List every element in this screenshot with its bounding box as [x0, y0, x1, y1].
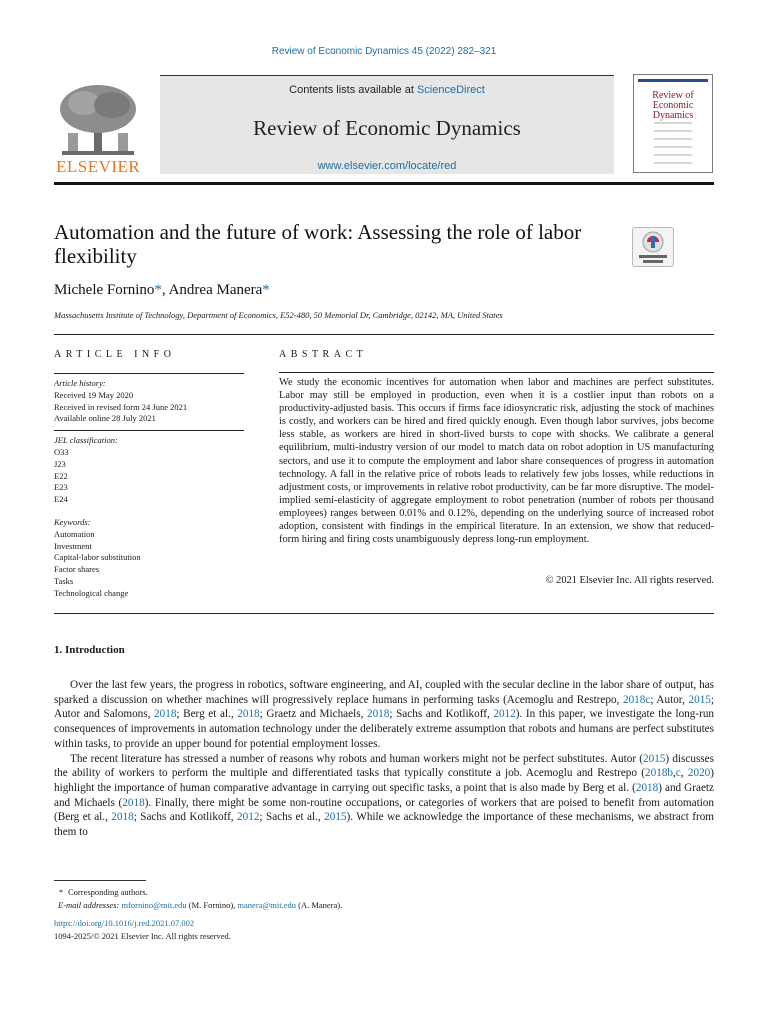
email-label: E-mail addresses: [58, 899, 120, 910]
history-label: Article history: [54, 378, 106, 388]
citation-link[interactable]: c [675, 767, 681, 780]
paragraph-text: , [680, 767, 688, 780]
paragraph-text: ; Autor and Salomons, [54, 693, 714, 721]
journal-citation[interactable]: Review of Economic Dynamics 45 (2022) 282–321 [271, 46, 497, 57]
spacer [54, 506, 244, 517]
section-heading: 1. Introduction [54, 644, 125, 656]
crossmark-icon [633, 228, 673, 266]
divider [54, 613, 714, 614]
author-separator: , [161, 282, 169, 298]
paragraph-text: ) and Graetz and Michaels ( [54, 781, 714, 809]
keyword: Investment [54, 540, 92, 551]
paragraph-text: ; Sachs and Kotlikoff, [389, 708, 494, 721]
jel-code: E23 [54, 482, 68, 493]
citation-link[interactable]: 2012 [493, 708, 516, 721]
keyword: Tasks [54, 575, 74, 586]
jel-code: J23 [54, 458, 66, 469]
paragraph-text: ; Sachs et al., [259, 811, 325, 824]
author-mark[interactable]: * [154, 282, 162, 298]
email-link[interactable]: manera@mit.edu [237, 899, 296, 910]
abstract-copyright: © 2021 Elsevier Inc. All rights reserved. [545, 575, 714, 586]
footnote-mark: * [58, 887, 64, 897]
email-owner: (A. Manera). [295, 899, 343, 910]
paragraph-text: , [673, 767, 676, 780]
email-link[interactable]: mfornino@mit.edu [121, 899, 187, 910]
header-rule [54, 182, 714, 185]
paragraph-text: ). While we acknowledge the importance of these mechanisms, we abstract from them to [54, 811, 714, 839]
citation-link[interactable]: 2020 [687, 767, 711, 780]
issn-line: 1094-2025/© 2021 Elsevier Inc. All rights reserved. [54, 930, 231, 941]
keywords-label: Keywords: [54, 516, 91, 527]
jel-label: JEL classification: [54, 435, 118, 446]
footnote-rule [54, 880, 146, 881]
citation-link[interactable]: 2012 [237, 811, 260, 824]
citation-link[interactable]: 2018 [111, 811, 134, 824]
keyword: Capital-labor substitution [54, 552, 141, 563]
history-item: Received 19 May 2020 [54, 389, 134, 400]
paragraph-text: ). In this paper, we investigate the long-run consequences of improvements in automation technology under the deliberately extreme assumption that robots and humans are perfect substitutes within tasks, to provide an upper bound for potential employment losses. [54, 708, 715, 750]
divider [279, 372, 714, 373]
journal-title: Review of Economic Dynamics [253, 116, 521, 140]
tree-icon [54, 81, 142, 159]
citation-link[interactable]: 2015 [688, 693, 711, 706]
email-owner: (M. Fornino), [186, 899, 238, 910]
footnote-corresponding [54, 886, 342, 899]
citation-link[interactable]: 2018 [635, 781, 659, 794]
divider [54, 334, 714, 335]
paragraph-text: ) highlight the importance of human comparative advantage in carrying out specific tasks, a point that is also made by Berg et al. ( [54, 767, 714, 794]
author-mark[interactable]: * [262, 282, 270, 298]
history-item: Received in revised form 24 June 2021 [54, 401, 188, 412]
keyword: Automation [54, 528, 95, 539]
cover-lines-icon [634, 119, 712, 169]
contents-prefix: Contents lists available at [289, 84, 417, 96]
paragraph-text: The recent literature has stressed a number of reasons why robots and human workers might not be perfect substitutes. Autor ( [70, 752, 644, 765]
paragraph [54, 752, 714, 840]
jel-code: E22 [54, 470, 68, 481]
jel-code: E24 [54, 494, 68, 505]
paragraph-text: ; Graetz and Michaels, [259, 708, 367, 721]
citation-link[interactable]: 2018 [366, 708, 390, 721]
citation-link[interactable]: 2015 [324, 811, 347, 824]
citation-link[interactable]: 2018b [645, 767, 673, 780]
history-item: Available online 28 July 2021 [54, 413, 156, 424]
article-info-heading: ARTICLE INFO [54, 349, 176, 360]
article-info [54, 373, 244, 600]
author-list [54, 282, 270, 299]
paragraph-text: ; Autor, [650, 693, 689, 706]
paragraph-text: Over the last few years, the progress in robotics, software engineering, and AI, coupled with the secular decline in the labor share of output, has sparked a discussion on whether machines will progressively replace humans in performing tasks (Acemoglu and Restrepo, [54, 679, 714, 706]
sciencedirect-link[interactable]: ScienceDirect [416, 84, 485, 96]
citation-link[interactable]: 2018c [622, 693, 651, 706]
citation-link[interactable]: 2018 [122, 796, 145, 809]
journal-banner [160, 75, 614, 174]
divider [54, 430, 244, 431]
abstract-heading: ABSTRACT [279, 349, 368, 360]
paragraph-text: ) discusses the ability of workers to perform the multiple and differentiated tasks that typically constitute a job. Acemoglu and Restrepo ( [54, 752, 714, 780]
paragraph-text: ; Sachs and Kotlikoff, [133, 811, 238, 824]
author-name[interactable]: Michele Fornino [54, 282, 155, 298]
doi-link[interactable]: https://doi.org/10.1016/j.red.2021.07.002 [54, 918, 195, 928]
citation-link[interactable]: 2015 [643, 752, 666, 765]
article-title: Automation and the future of work: Assessing the role of labor flexibility [54, 220, 582, 268]
cover-title: Review of Economic Dynamics [652, 90, 694, 121]
keyword: Factor shares [54, 564, 100, 575]
paragraph [54, 678, 714, 752]
journal-cover-thumbnail[interactable] [633, 74, 713, 173]
footnotes [54, 886, 342, 942]
paragraph-text: ; Berg et al., [176, 708, 238, 721]
keyword: Technological change [54, 587, 129, 598]
paragraph-text: ). Finally, there might be some non-routine occupations, or categories of workers that are poised to benefit from automation (Berg et al., [54, 796, 714, 824]
citation-link[interactable]: 2018 [154, 708, 177, 721]
check-for-updates-button[interactable] [632, 227, 674, 267]
footnote-emails [54, 899, 342, 912]
citation-link[interactable]: 2018 [237, 708, 260, 721]
divider [54, 373, 244, 374]
publisher-wordmark: ELSEVIER [56, 157, 141, 176]
contents-line [160, 84, 614, 96]
introduction-body [54, 678, 714, 840]
author-name[interactable]: Andrea Manera [168, 282, 263, 298]
cover-top-bar [638, 79, 708, 82]
journal-url-link[interactable]: www.elsevier.com/locate/red [317, 160, 457, 172]
elsevier-logo [54, 81, 142, 177]
jel-code: O33 [54, 446, 69, 457]
abstract-text: We study the economic incentives for automation when labor and machines are perfect substitutes. Labor may still be employed in production, even when it is a costlier input than robots on a productivity-adjusted basis. This occurs if firms face idiosyncratic risk, adjusting the stock of machines is costly, and workers can be hired and fired quickly enough. Even though labor survives, jobs become less stable, as workers are hired in short-lived bursts to cope with shocks. We calibrate a general equilibrium, multi-industry version of our model to match data on robot adoption in US manufacturing sectors, and use it to compute the employment and labor share consequences of progress in automation technology. A fall in the relative price of robots leads to relatively few jobs losses, while reductions in adjustment costs, or improvements in relative robot productivity, can be far more disruptive. The model-implied semi-elasticity of aggregate employment to robot penetration (number of robots per thousand employees) ranges between 0.01% and 0.12%, depending on the underlying source of increased robot adoption, consistent with findings in the empirical literature. In an extension, we show that reduced-form hiring and firing costs unambiguously depress long-run employment. [279, 377, 714, 546]
footnote-text: Corresponding authors. [68, 887, 148, 897]
journal-header [54, 73, 714, 185]
affiliation: Massachusetts Institute of Technology, Department of Economics, E52-480, 50 Memorial Dr, Cambridge, 02142, MA, United States [54, 310, 503, 320]
